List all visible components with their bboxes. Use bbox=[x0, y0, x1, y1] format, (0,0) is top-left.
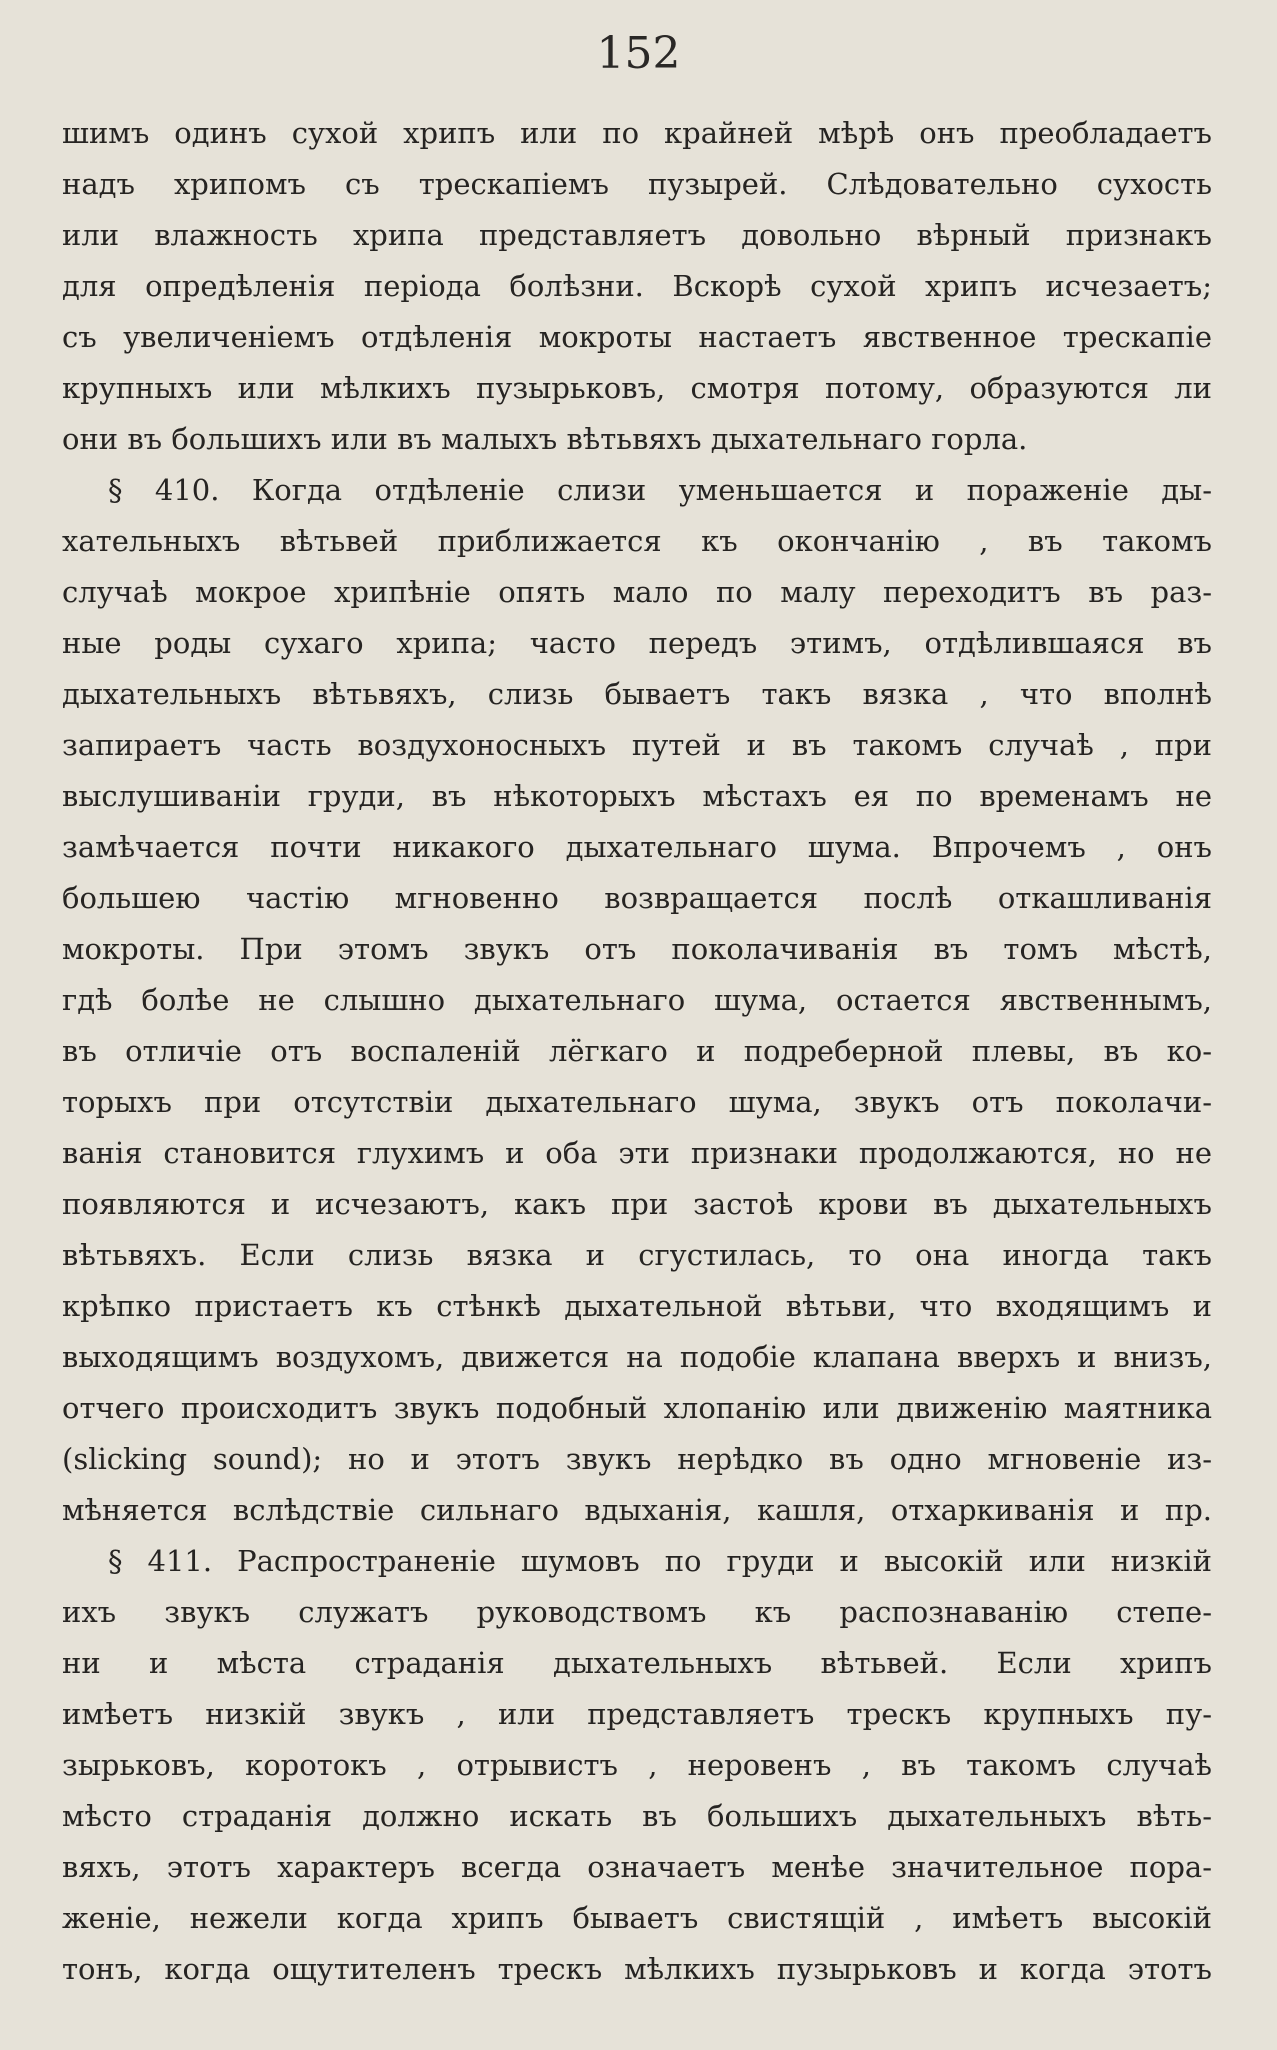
text-line: дыхательныхъ вѣтьвяхъ, слизь бываетъ такъ вязка , что вполнѣ bbox=[62, 677, 1212, 711]
text-line: шимъ одинъ сухой хрипъ или по крайней мѣрѣ онъ преобладаетъ bbox=[62, 116, 1212, 150]
text-line: вѣтьвяхъ. Если слизь вязка и сгустилась, то она иногда такъ bbox=[62, 1238, 1212, 1272]
text-line: ные роды сухаго хрипа; часто передъ этимъ, отдѣлившаяся въ bbox=[62, 626, 1212, 660]
text-line: имѣетъ низкій звукъ , или представляетъ трескъ крупныхъ пу- bbox=[62, 1697, 1212, 1731]
text-line: отчего происходитъ звукъ подобный хлопанію или движенію маятника bbox=[62, 1391, 1212, 1425]
text-line: мѣсто страданія должно искать въ большихъ дыхательныхъ вѣть- bbox=[62, 1799, 1212, 1833]
text-line: они въ большихъ или въ малыхъ вѣтьвяхъ дыхательнаго горла. bbox=[62, 422, 1028, 456]
text-line: (slicking sound); но и этотъ звукъ нерѣдко въ одно мгновеніе из- bbox=[62, 1442, 1212, 1476]
text-line: въ отличіе отъ воспаленій лёгкаго и подреберной плевы, въ ко- bbox=[62, 1034, 1212, 1068]
text-line: торыхъ при отсутствіи дыхательнаго шума, звукъ отъ поколачи- bbox=[62, 1085, 1212, 1119]
text-line: или влажность хрипа представляетъ довольно вѣрный признакъ bbox=[62, 218, 1212, 252]
text-line: выходящимъ воздухомъ, движется на подобіе клапана вверхъ и внизъ, bbox=[62, 1340, 1212, 1374]
text-line: зырьковъ, коротокъ , отрывистъ , неровенъ , въ такомъ случаѣ bbox=[62, 1748, 1212, 1782]
page-number: 152 bbox=[596, 28, 681, 79]
text-line: вяхъ, этотъ характеръ всегда означаетъ менѣе значительное пора- bbox=[62, 1850, 1212, 1884]
text-line: мѣняется вслѣдствіе сильнаго вдыханія, кашля, отхаркиванія и пр. bbox=[62, 1493, 1212, 1527]
text-line: для опредѣленія періода болѣзни. Вскорѣ сухой хрипъ исчезаетъ; bbox=[62, 269, 1212, 303]
text-line: замѣчается почти никакого дыхательнаго шума. Впрочемъ , онъ bbox=[62, 830, 1212, 864]
text-line: крѣпко пристаетъ къ стѣнкѣ дыхательной вѣтьви, что входящимъ и bbox=[62, 1289, 1212, 1323]
text-line: ни и мѣста страданія дыхательныхъ вѣтьвей. Если хрипъ bbox=[62, 1646, 1212, 1680]
body-text bbox=[62, 108, 1212, 1995]
text-line: женіе, нежели когда хрипъ бываетъ свистящій , имѣетъ высокій bbox=[62, 1901, 1212, 1935]
text-line: крупныхъ или мѣлкихъ пузырьковъ, смотря потому, образуются ли bbox=[62, 371, 1212, 405]
section-411-heading-line: § 411. Распространеніе шумовъ по груди и высокій или низкій bbox=[108, 1544, 1212, 1578]
text-line: появляются и исчезаютъ, какъ при застоѣ крови въ дыхательныхъ bbox=[62, 1187, 1212, 1221]
text-line: надъ хрипомъ съ трескапіемъ пузырей. Слѣдовательно сухость bbox=[62, 167, 1212, 201]
text-line: ванія становится глухимъ и оба эти признаки продолжаются, но не bbox=[62, 1136, 1212, 1170]
text-line: тонъ, когда ощутителенъ трескъ мѣлкихъ пузырьковъ и когда этотъ bbox=[62, 1952, 1212, 1986]
text-line: гдѣ болѣе не слышно дыхательнаго шума, остается явственнымъ, bbox=[62, 983, 1212, 1017]
text-line: ихъ звукъ служатъ руководствомъ къ распознаванію степе- bbox=[62, 1595, 1212, 1629]
text-line: съ увеличеніемъ отдѣленія мокроты настаетъ явственное трескапіе bbox=[62, 320, 1212, 354]
section-410-heading-line: § 410. Когда отдѣленіе слизи уменьшается и пораженіе ды- bbox=[108, 473, 1212, 507]
text-line: большею частію мгновенно возвращается послѣ откашливанія bbox=[62, 881, 1212, 915]
text-line: мокроты. При этомъ звукъ отъ поколачиванія въ томъ мѣстѣ, bbox=[62, 932, 1212, 966]
text-line: запираетъ часть воздухоносныхъ путей и въ такомъ случаѣ , при bbox=[62, 728, 1212, 762]
text-line: случаѣ мокрое хрипѣніе опять мало по малу переходитъ въ раз- bbox=[62, 575, 1212, 609]
text-line: хательныхъ вѣтьвей приближается къ окончанію , въ такомъ bbox=[62, 524, 1212, 558]
text-line: выслушиваніи груди, въ нѣкоторыхъ мѣстахъ ея по временамъ не bbox=[62, 779, 1212, 813]
